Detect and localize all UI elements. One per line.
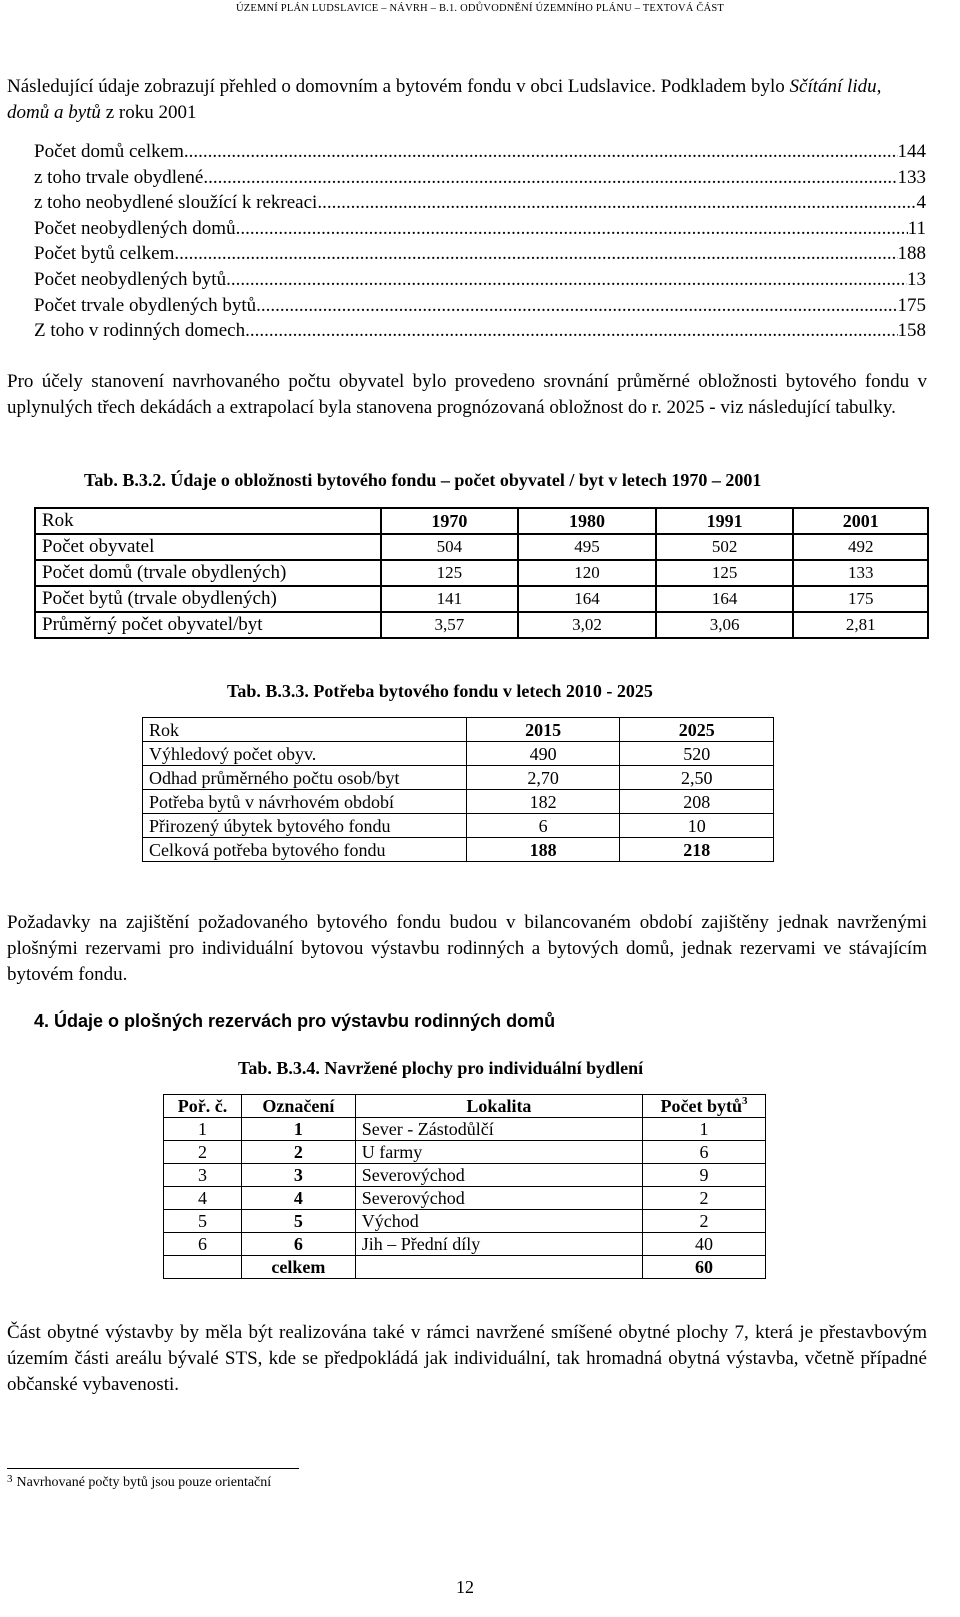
table-cell: Rok (35, 508, 381, 534)
footnote-separator (7, 1468, 299, 1469)
table-cell: Počet obyvatel (35, 534, 381, 560)
table-cell: 2001 (793, 508, 928, 534)
table-cell: Odhad průměrného počtu osob/byt (143, 766, 467, 790)
table-row (143, 742, 774, 766)
table-cell: Rok (143, 718, 467, 742)
table-cell: 10 (620, 814, 774, 838)
table-row (35, 534, 928, 560)
table-cell: 6 (643, 1141, 766, 1164)
stat-label: Počet neobydlených domů (34, 217, 236, 239)
leader-dots (184, 141, 898, 163)
stat-row (34, 167, 926, 192)
table-cell: 3 (241, 1164, 355, 1187)
table-header-row (35, 508, 928, 534)
table-cell: 6 (164, 1233, 242, 1256)
table-row (143, 790, 774, 814)
footnote (7, 1475, 271, 1491)
table-cell: 175 (793, 586, 928, 612)
table-cell: 1991 (656, 508, 794, 534)
page-header: ÚZEMNÍ PLÁN LUDSLAVICE – NÁVRH – B.1. ODŮVODNĚNÍ ÚZEMNÍHO PLÁNU – TEXTOVÁ ČÁST (235, 3, 725, 14)
table-row (164, 1164, 766, 1187)
leader-dots (226, 269, 907, 291)
table-cell: 2,50 (620, 766, 774, 790)
table-cell: Označení (241, 1095, 355, 1118)
table-row (164, 1187, 766, 1210)
stat-label: Počet trvale obydlených bytů (34, 294, 257, 316)
table-cell: 3,57 (381, 612, 519, 638)
table-cell: 1 (241, 1118, 355, 1141)
stat-label: Počet neobydlených bytů (34, 269, 227, 290)
table-cell: Sever - Zástodůlčí (355, 1118, 642, 1141)
table-cell: Východ (355, 1210, 642, 1233)
stat-row (34, 141, 926, 166)
intro-text-2: z roku 2001 (100, 102, 197, 123)
intro-italic-source: Sčítání lidu, domů a bytů (7, 76, 882, 123)
stat-label: Počet domů celkem (34, 141, 184, 162)
table-cell: 2 (643, 1187, 766, 1210)
table-cell: 1970 (381, 508, 519, 534)
table-cell: 490 (466, 742, 620, 766)
footnote-text: Navrhované počty bytů jsou pouze orientační (16, 1475, 272, 1490)
footnote-reference: 3 (742, 1095, 748, 1107)
table-row (143, 814, 774, 838)
leader-dots (203, 167, 897, 189)
table-row (35, 560, 928, 586)
table-total-row (164, 1256, 766, 1279)
table-cell: 125 (656, 560, 794, 586)
table-cell: 3 (164, 1164, 242, 1187)
housing-need-table (142, 717, 774, 862)
table-cell: U farmy (355, 1141, 642, 1164)
table-cell: 520 (620, 742, 774, 766)
table-header-row (164, 1095, 766, 1118)
requirements-paragraph: Požadavky na zajištění požadovaného bytového fondu budou v bilancovaném období zajištěny jednak navrženými plošnými rezervami pro individuální bytovou výstavbu rodinných a bytových domů, jednak rezervami ve stávajícím bytovém fondu. (7, 912, 927, 985)
table-cell: 2 (164, 1141, 242, 1164)
leader-dots (245, 320, 897, 342)
table-cell: 502 (656, 534, 794, 560)
table-cell: Výhledový počet obyv. (143, 742, 467, 766)
table-cell: 141 (381, 586, 519, 612)
table-cell: Počet bytů$^3$ (643, 1095, 766, 1118)
table2-caption: Tab. B.3.3. Potřeba bytového fondu v letech 2010 - 2025 (227, 681, 653, 701)
occupancy-paragraph: Pro účely stanovení navrhovaného počtu obyvatel bylo provedeno srovnání průměrné obložnosti bytového fondu v uplynulých třech dekádách a extrapolací byla stanovena prognózovaná obložnost do r. 2025 - viz následující tabulky. (7, 371, 927, 418)
table-cell: Počet domů (trvale obydlených) (35, 560, 381, 586)
table-cell: 5 (164, 1210, 242, 1233)
section-4-heading: 4. Údaje o plošných rezervách pro výstavbu rodinných domů (34, 1011, 556, 1031)
residential-areas-table (163, 1094, 766, 1279)
table-cell: 188 (466, 838, 620, 862)
table-cell: 495 (518, 534, 656, 560)
table1-caption: Tab. B.3.2. Údaje o obložnosti bytového fondu – počet obyvatel / byt v letech 1970 – 2001 (84, 470, 762, 490)
table-row (164, 1233, 766, 1256)
table-cell: 492 (793, 534, 928, 560)
table-cell: Severovýchod (355, 1164, 642, 1187)
table-cell: 2,81 (793, 612, 928, 638)
table-row (143, 766, 774, 790)
stat-label: z toho neobydlené sloužící k rekreaci (34, 192, 318, 214)
stat-value: 158 (897, 320, 926, 342)
table-row (164, 1210, 766, 1233)
table-row (35, 612, 928, 638)
intro-paragraph (7, 74, 927, 126)
stat-row (34, 192, 926, 217)
stat-value: 188 (897, 243, 926, 265)
leader-dots (236, 218, 908, 240)
stat-value: 4 (916, 192, 926, 214)
table-cell: 182 (466, 790, 620, 814)
table-cell: 2 (241, 1141, 355, 1164)
table-cell: 504 (381, 534, 519, 560)
leader-dots (174, 243, 897, 265)
table-cell: 218 (620, 838, 774, 862)
table-cell: Poř. č. (164, 1095, 242, 1118)
leader-dots (317, 192, 916, 214)
table-cell: Lokalita (355, 1095, 642, 1118)
table-cell: 164 (656, 586, 794, 612)
table-cell: 2025 (620, 718, 774, 742)
occupancy-table (34, 507, 929, 639)
stat-row (34, 218, 926, 243)
table-row (143, 838, 774, 862)
table-cell: 133 (793, 560, 928, 586)
table-cell: 1 (164, 1118, 242, 1141)
stat-value: 13 (907, 269, 926, 290)
stat-value: 133 (897, 166, 926, 188)
table-cell: 6 (241, 1233, 355, 1256)
stat-row (34, 269, 926, 294)
table-cell: 1980 (518, 508, 656, 534)
footnote-mark: 3 (7, 1473, 13, 1485)
table-cell: Jih – Přední díly (355, 1233, 642, 1256)
table-cell: 4 (164, 1187, 242, 1210)
page-number: 12 (456, 1577, 474, 1597)
total-label: celkem (241, 1256, 355, 1279)
table-cell: 2,70 (466, 766, 620, 790)
table-cell: 2 (643, 1210, 766, 1233)
table-cell: 3,06 (656, 612, 794, 638)
stat-value: 11 (907, 217, 926, 239)
stat-row (34, 320, 926, 345)
stat-value: 144 (897, 141, 926, 162)
table-cell: 4 (241, 1187, 355, 1210)
stat-row (34, 243, 926, 268)
table-row (35, 586, 928, 612)
table-cell: 5 (241, 1210, 355, 1233)
table3-caption: Tab. B.3.4. Navržené plochy pro individuální bydlení (238, 1058, 644, 1078)
table-cell: Průměrný počet obyvatel/byt (35, 612, 381, 638)
leader-dots (256, 295, 897, 317)
table-cell (164, 1256, 242, 1279)
table-cell: 6 (466, 814, 620, 838)
table-cell: 3,02 (518, 612, 656, 638)
table-cell: 9 (643, 1164, 766, 1187)
total-value: 60 (643, 1256, 766, 1279)
table-row (164, 1118, 766, 1141)
table-cell: 1 (643, 1118, 766, 1141)
table-cell: Severovýchod (355, 1187, 642, 1210)
table-cell: 125 (381, 560, 519, 586)
stat-label: Počet bytů celkem (34, 243, 175, 265)
table-cell: Počet bytů (trvale obydlených) (35, 586, 381, 612)
stat-label: z toho trvale obydlené (34, 166, 204, 188)
intro-text-1: Následující údaje zobrazují přehled o domovním a bytovém fondu v obci Ludslavice. Podkladem bylo (7, 76, 790, 97)
mixed-use-paragraph: Část obytné výstavby by měla být realizována také v rámci navržené smíšené obytné plochy 7, která je přestavbovým územím části areálu bývalé STS, kde se předpokládá jak individuální, tak hromadná obytná výstavba, včetně případné občanské vybavenosti. (7, 1322, 927, 1395)
stat-row (34, 295, 926, 320)
stat-value: 175 (897, 294, 926, 316)
table-cell: 208 (620, 790, 774, 814)
table-cell: Potřeba bytů v návrhovém období (143, 790, 467, 814)
table-cell: 2015 (466, 718, 620, 742)
table-cell: 164 (518, 586, 656, 612)
stat-label: Z toho v rodinných domech (34, 320, 246, 342)
table-cell (355, 1256, 642, 1279)
table-cell: 120 (518, 560, 656, 586)
table-row (164, 1141, 766, 1164)
table-cell: Celková potřeba bytového fondu (143, 838, 467, 862)
table-cell: 40 (643, 1233, 766, 1256)
table-cell: Přirozený úbytek bytového fondu (143, 814, 467, 838)
table-header-row (143, 718, 774, 742)
